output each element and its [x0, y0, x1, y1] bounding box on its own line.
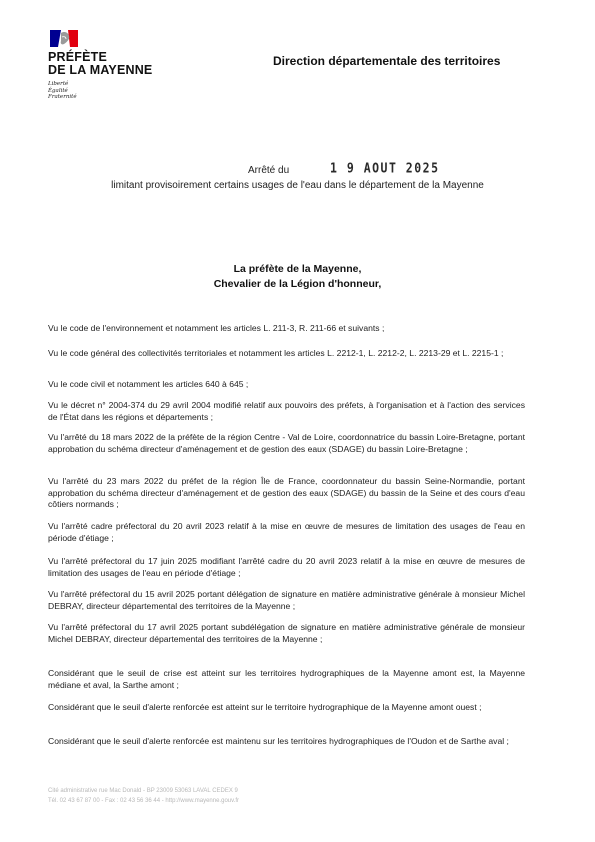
visa-paragraph: Vu le code général des collectivités territoriales et notamment les articles L. 2212-1, L. 2212-2, L. 2213-29 et L. 2215-1 ; [48, 348, 504, 358]
republic-motto [48, 81, 198, 101]
visa-paragraph: Vu l'arrêté du 18 mars 2022 de la préfète de la région Centre - Val de Loire, coordonnatrice du bassin Loire-Bretagne, portant approbation du schéma directeur d'aménagement et de gestion des eaux (SDAGE) du bassin Loire-Bretagne ; [48, 432, 525, 454]
marianne-logo-icon [50, 30, 78, 47]
footer-contact: Tél. 02 43 67 87 00 - Fax : 02 43 56 36 44 - http://www.mayenne.gouv.fr [48, 798, 240, 804]
prefecture-name-line2: DE LA MAYENNE [48, 63, 153, 77]
visa-paragraph: Vu le code civil et notamment les articles 640 à 645 ; [48, 379, 249, 389]
date-stamp: 1 9 AOUT 2025 [330, 159, 440, 177]
motto-liberte: Liberté [48, 81, 69, 87]
arrete-label: Arrêté du [248, 165, 290, 176]
visa-paragraph: Vu l'arrêté cadre préfectoral du 20 avril 2023 relatif à la mise en œuvre de mesures de limitation des usages de l'eau en période d'étiage ; [48, 521, 525, 543]
visa-paragraph: Vu le décret n° 2004-374 du 29 avril 2004 modifié relatif aux pouvoirs des préfets, à l'organisation et à l'action des services de l'État dans les régions et départements ; [48, 400, 525, 422]
authority-block [0, 262, 595, 292]
prefecture-name-line1: PRÉFÈTE [48, 50, 108, 64]
authority-line2: Chevalier de la Légion d'honneur, [213, 278, 382, 290]
considerant-paragraph: Considérant que le seuil d'alerte renforcée est maintenu sur les territoires hydrographiques de l'Oudon et de Sarthe aval ; [48, 736, 509, 746]
visa-paragraph: Vu l'arrêté préfectoral du 17 avril 2025 portant subdélégation de signature en matière administrative générale de monsieur Michel DEBRAY, directeur départemental des territoires de la Mayenne ; [48, 622, 525, 644]
motto-fraternite: Fraternité [48, 94, 77, 100]
prefecture-name [48, 51, 198, 77]
footer-address: Cité administrative rue Mac Donald - BP 23009 53063 LAVAL CEDEX 9 [48, 788, 238, 794]
visa-paragraph: Vu l'arrêté préfectoral du 15 avril 2025 portant délégation de signature en matière administrative générale à monsieur Michel DEBRAY, directeur départemental des territoires de la Mayenne ; [48, 589, 525, 611]
direction-title: Direction départementale des territoires [273, 54, 501, 68]
visa-paragraph: Vu l'arrêté du 23 mars 2022 du préfet de la région Île de France, coordonnateur du bassin Seine-Normandie, portant approbation du schéma directeur d'aménagement et de gestion des eaux (SDAGE) du bassin de la Seine et des cours d'eau côtiers normands ; [48, 476, 525, 510]
arrete-subtitle: limitant provisoirement certains usages de l'eau dans le département de la Mayenne [111, 180, 484, 191]
visa-paragraph: Vu le code de l'environnement et notamment les articles L. 211-3, R. 211-66 et suivants ; [48, 323, 385, 333]
authority-line1: La préfète de la Mayenne, [233, 263, 362, 275]
motto-egalite: Égalité [48, 87, 68, 94]
considerant-paragraph: Considérant que le seuil d'alerte renforcée est atteint sur le territoire hydrographique de la Mayenne amont ouest ; [48, 702, 482, 712]
prefecture-logo [48, 30, 198, 101]
visa-paragraph: Vu l'arrêté préfectoral du 17 juin 2025 modifiant l'arrêté cadre du 20 avril 2023 relatif à la mise en œuvre de mesures de limitation des usages de l'eau en période d'étiage ; [48, 556, 525, 578]
page-footer [48, 786, 378, 806]
considerant-paragraph: Considérant que le seuil de crise est atteint sur les territoires hydrographiques de la Mayenne amont est, la Mayenne médiane et aval, la Sarthe amont ; [48, 668, 525, 690]
